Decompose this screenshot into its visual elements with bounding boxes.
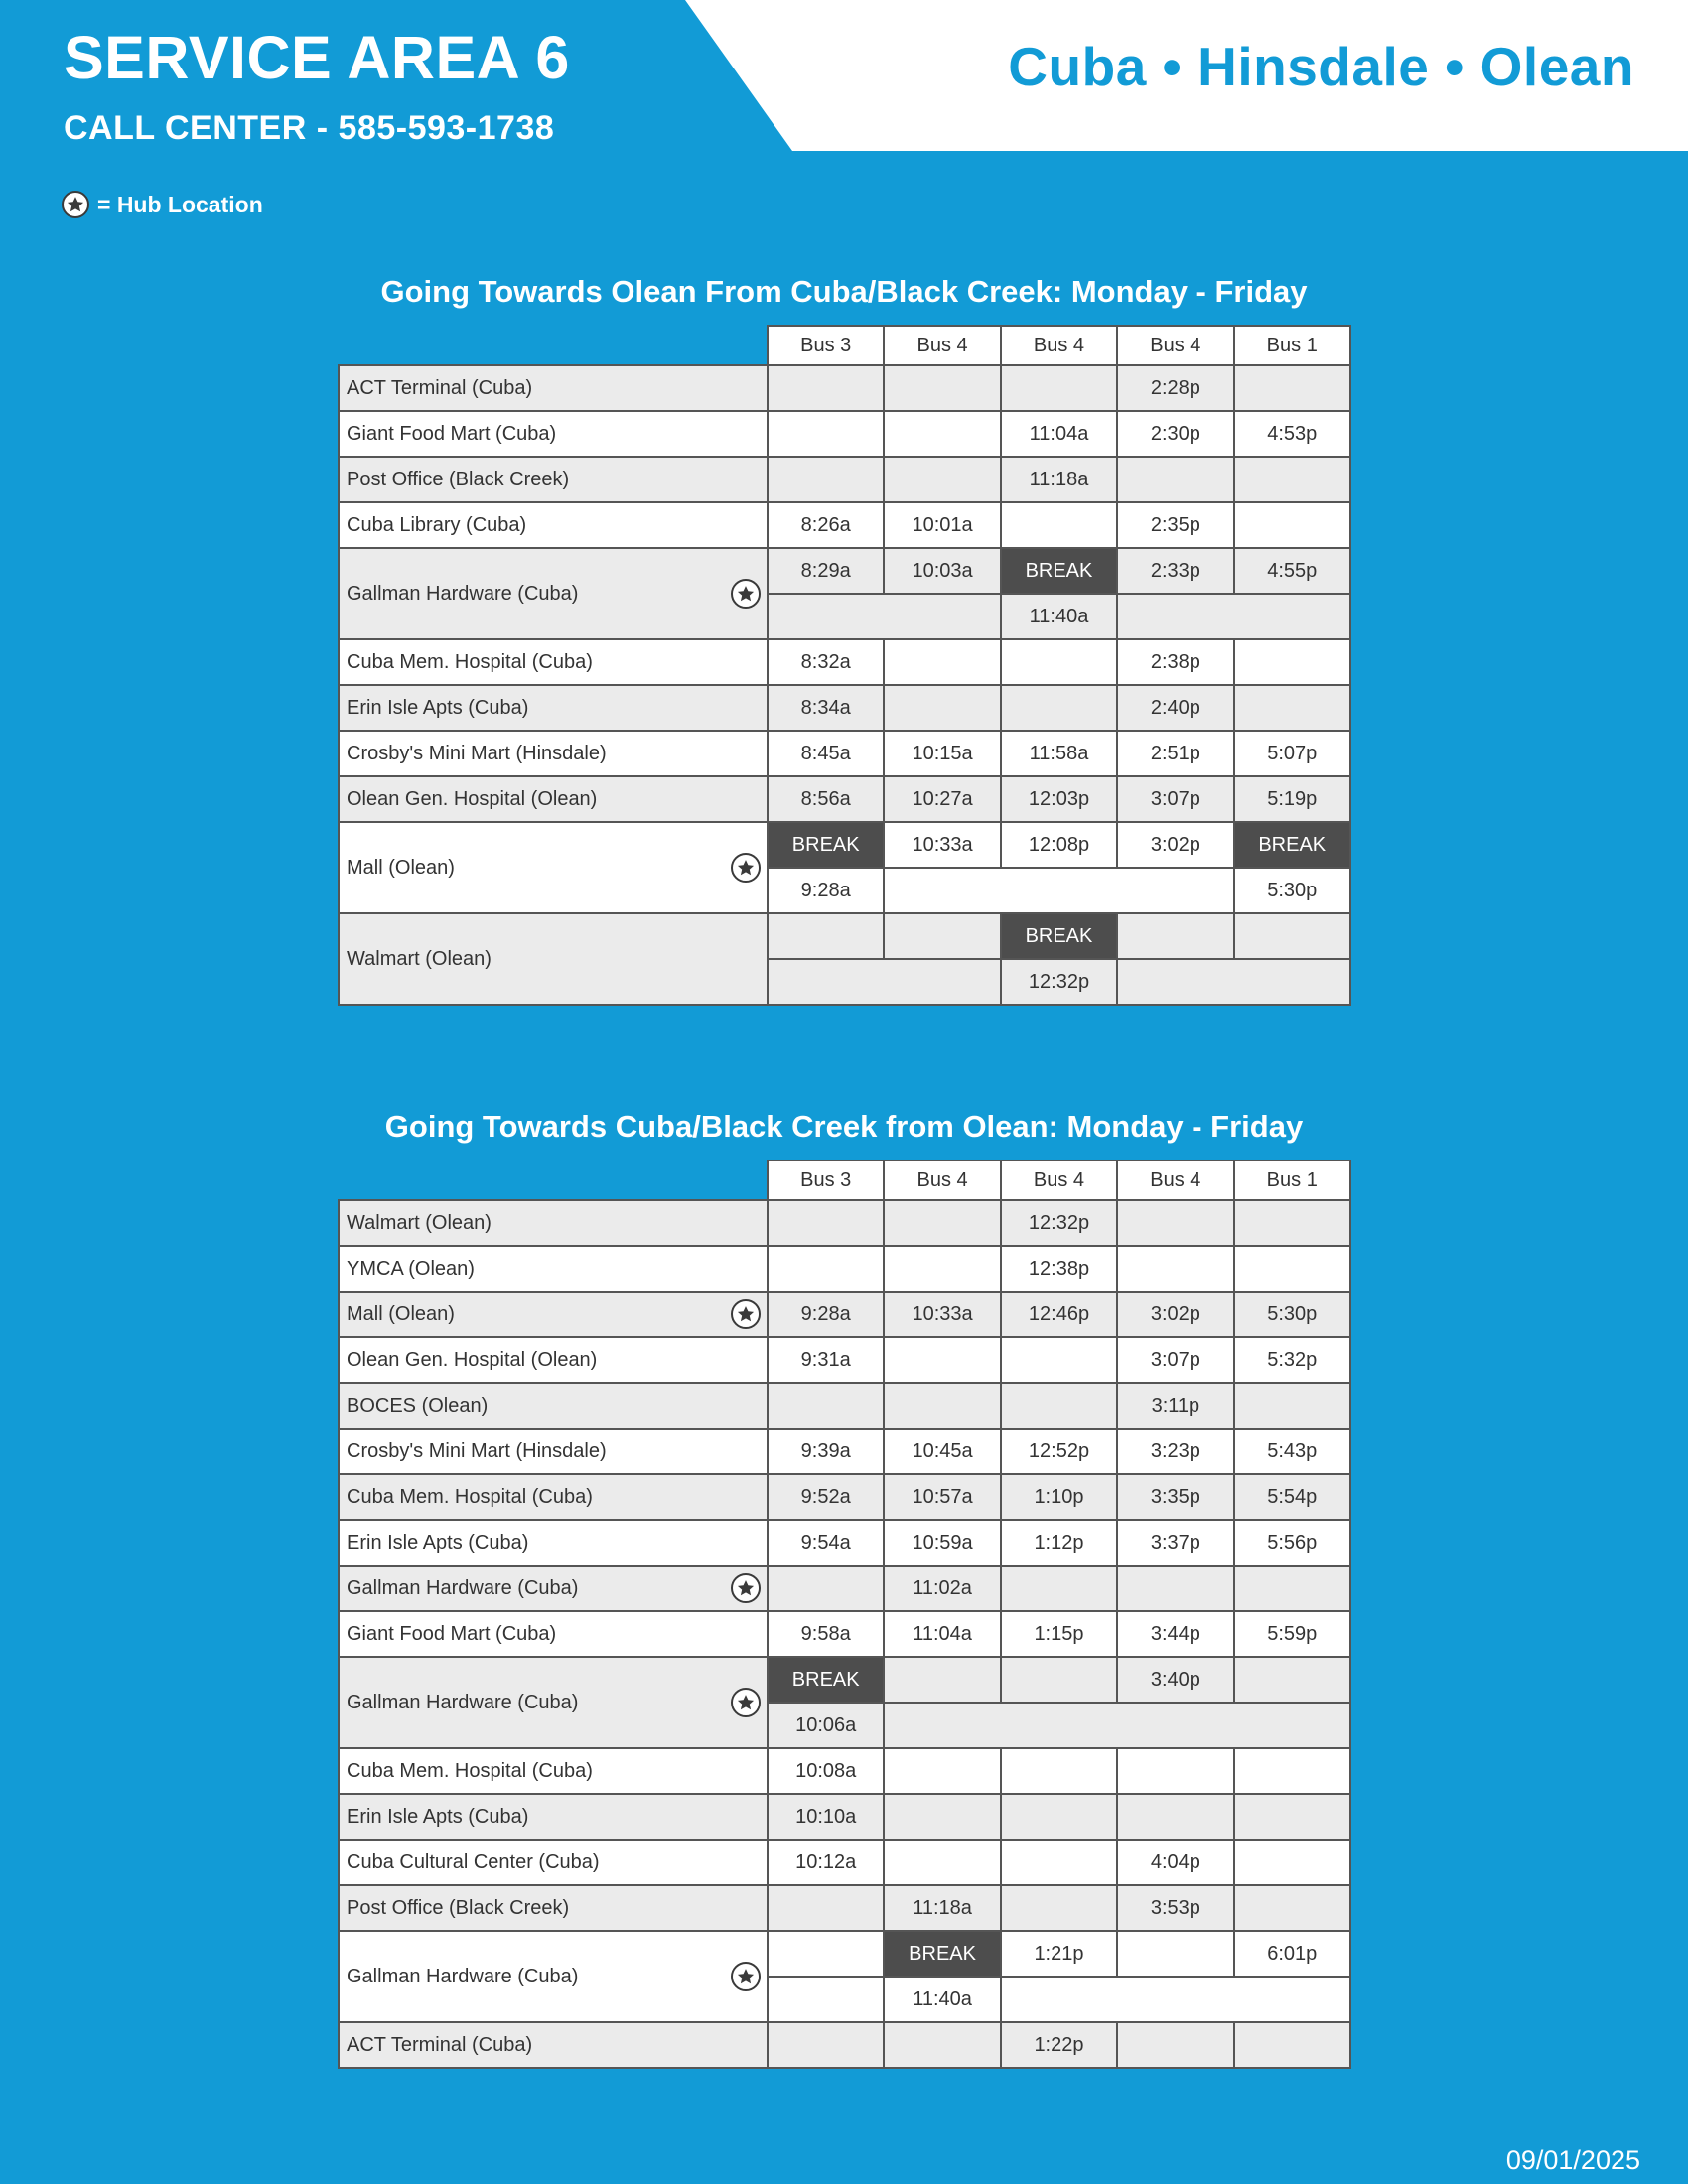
time-cell <box>1117 913 1233 959</box>
time-cell: 5:07p <box>1234 731 1350 776</box>
time-cell <box>1001 639 1117 685</box>
time-cell <box>768 365 884 411</box>
time-cell: 11:58a <box>1001 731 1117 776</box>
table-row <box>339 639 1350 685</box>
time-cell: 10:15a <box>884 731 1000 776</box>
table-row <box>339 1931 1350 1977</box>
time-cell: 10:45a <box>884 1429 1000 1474</box>
time-cell <box>1001 1657 1117 1703</box>
stop-name: Gallman Hardware (Cuba) <box>347 582 579 605</box>
stop-name: Erin Isle Apts (Cuba) <box>339 685 768 731</box>
stop-name: Cuba Library (Cuba) <box>339 502 768 548</box>
time-cell: 8:56a <box>768 776 884 822</box>
stop-name: Gallman Hardware (Cuba) <box>347 1576 579 1599</box>
table-row <box>339 731 1350 776</box>
bus-header: Bus 4 <box>1001 326 1117 365</box>
time-cell <box>1001 1840 1117 1885</box>
time-cell <box>1117 1931 1233 1977</box>
time-cell: 5:32p <box>1234 1337 1350 1383</box>
time-cell <box>884 1200 1000 1246</box>
time-cell: 12:32p <box>1001 1200 1117 1246</box>
break-cell: BREAK <box>768 822 884 868</box>
stop-name: Olean Gen. Hospital (Olean) <box>339 1337 768 1383</box>
hub-star-icon <box>731 1962 761 1991</box>
stop-name: Crosby's Mini Mart (Hinsdale) <box>339 1429 768 1474</box>
stop-name: Olean Gen. Hospital (Olean) <box>339 776 768 822</box>
time-cell <box>1001 685 1117 731</box>
time-cell <box>884 913 1000 959</box>
hub-legend-label: = Hub Location <box>97 191 263 217</box>
time-cell <box>884 639 1000 685</box>
time-cell <box>1234 1840 1350 1885</box>
stop-name: Giant Food Mart (Cuba) <box>339 411 768 457</box>
stop-name: Mall (Olean) <box>347 1302 455 1325</box>
time-cell <box>1001 1885 1117 1931</box>
time-cell <box>768 411 884 457</box>
table-row <box>339 1566 1350 1611</box>
stop-name-hub <box>339 1292 768 1337</box>
time-cell: 2:35p <box>1117 502 1233 548</box>
time-cell: 2:33p <box>1117 548 1233 594</box>
time-cell: 12:32p <box>1001 959 1117 1005</box>
table-row <box>339 502 1350 548</box>
stop-name: Erin Isle Apts (Cuba) <box>339 1520 768 1566</box>
time-cell <box>884 868 1233 913</box>
time-cell: 3:07p <box>1117 1337 1233 1383</box>
time-cell <box>884 1748 1000 1794</box>
stop-name: Crosby's Mini Mart (Hinsdale) <box>339 731 768 776</box>
time-cell <box>884 1794 1000 1840</box>
time-cell <box>768 959 1001 1005</box>
time-cell <box>768 594 1001 639</box>
time-cell <box>1234 639 1350 685</box>
time-cell <box>884 685 1000 731</box>
time-cell <box>1234 1885 1350 1931</box>
time-cell <box>1234 1566 1350 1611</box>
time-cell: 3:02p <box>1117 1292 1233 1337</box>
time-cell <box>1117 1200 1233 1246</box>
time-cell: 3:44p <box>1117 1611 1233 1657</box>
stop-name-hub <box>339 1566 768 1611</box>
time-cell <box>1117 1748 1233 1794</box>
stop-name-hub <box>339 1931 768 2022</box>
call-center-line <box>64 111 554 145</box>
time-cell <box>1001 1383 1117 1429</box>
table-row <box>339 2022 1350 2068</box>
hub-star-icon <box>731 1299 761 1329</box>
time-cell: 9:54a <box>768 1520 884 1566</box>
bus-header: Bus 1 <box>1234 1160 1350 1200</box>
time-cell <box>1234 1200 1350 1246</box>
time-cell: 1:22p <box>1001 2022 1117 2068</box>
time-cell: 3:35p <box>1117 1474 1233 1520</box>
call-center-phone[interactable]: 585-593-1738 <box>338 109 555 147</box>
stop-name-hub <box>339 1657 768 1748</box>
time-cell: 1:10p <box>1001 1474 1117 1520</box>
time-cell <box>1117 594 1350 639</box>
time-cell: 9:31a <box>768 1337 884 1383</box>
time-cell <box>884 1657 1000 1703</box>
time-cell: 8:34a <box>768 685 884 731</box>
table-row <box>339 1748 1350 1794</box>
time-cell: 6:01p <box>1234 1931 1350 1977</box>
stop-name: ACT Terminal (Cuba) <box>339 2022 768 2068</box>
stop-name: Gallman Hardware (Cuba) <box>347 1965 579 1987</box>
time-cell: 11:02a <box>884 1566 1000 1611</box>
time-cell <box>768 1566 884 1611</box>
table-row <box>339 1657 1350 1703</box>
time-cell <box>884 411 1000 457</box>
time-cell: 10:06a <box>768 1703 884 1748</box>
table-row <box>339 1840 1350 1885</box>
table-row <box>339 1474 1350 1520</box>
time-cell <box>1117 457 1233 502</box>
stop-name-hub <box>339 822 768 913</box>
time-cell <box>884 1383 1000 1429</box>
time-cell <box>1117 1246 1233 1292</box>
stop-name: Walmart (Olean) <box>339 913 768 1005</box>
time-cell: 8:29a <box>768 548 884 594</box>
time-cell <box>1234 1246 1350 1292</box>
time-cell <box>1234 365 1350 411</box>
time-cell <box>1001 365 1117 411</box>
stop-name: Erin Isle Apts (Cuba) <box>339 1794 768 1840</box>
time-cell: 11:40a <box>884 1977 1000 2022</box>
time-cell <box>1117 959 1350 1005</box>
table-row <box>339 1429 1350 1474</box>
table-row <box>339 1794 1350 1840</box>
stop-name: Cuba Cultural Center (Cuba) <box>339 1840 768 1885</box>
table1-title: Going Towards Olean From Cuba/Black Creek: Monday - Friday <box>380 274 1308 309</box>
time-cell <box>1234 502 1350 548</box>
time-cell <box>768 1246 884 1292</box>
time-cell <box>1001 1748 1117 1794</box>
time-cell: 10:33a <box>884 1292 1000 1337</box>
time-cell <box>1234 913 1350 959</box>
time-cell: 10:33a <box>884 822 1000 868</box>
time-cell <box>1001 1794 1117 1840</box>
time-cell <box>768 1200 884 1246</box>
time-cell <box>884 365 1000 411</box>
service-area-title: SERVICE AREA 6 <box>64 24 570 91</box>
time-cell: 1:15p <box>1001 1611 1117 1657</box>
stop-name: Mall (Olean) <box>347 856 455 879</box>
bus-header: Bus 4 <box>1117 1160 1233 1200</box>
time-cell <box>884 1840 1000 1885</box>
stop-name: Cuba Mem. Hospital (Cuba) <box>339 639 768 685</box>
table-row <box>339 1200 1350 1246</box>
table-row <box>339 548 1350 594</box>
time-cell: 10:01a <box>884 502 1000 548</box>
bus-header: Bus 4 <box>884 326 1000 365</box>
time-cell <box>768 457 884 502</box>
bus-header: Bus 3 <box>768 1160 884 1200</box>
stop-name: Cuba Mem. Hospital (Cuba) <box>339 1748 768 1794</box>
time-cell <box>768 1977 884 2022</box>
time-cell <box>1234 1794 1350 1840</box>
time-cell: 3:40p <box>1117 1657 1233 1703</box>
break-cell: BREAK <box>1234 822 1350 868</box>
time-cell: 5:30p <box>1234 1292 1350 1337</box>
time-cell: 2:51p <box>1117 731 1233 776</box>
cuba-bound-schedule <box>338 1160 1351 2069</box>
time-cell <box>884 457 1000 502</box>
time-cell: 12:46p <box>1001 1292 1117 1337</box>
hub-star-icon <box>731 853 761 883</box>
time-cell: 11:18a <box>1001 457 1117 502</box>
stop-name: BOCES (Olean) <box>339 1383 768 1429</box>
time-cell <box>884 1337 1000 1383</box>
table-row <box>339 1885 1350 1931</box>
time-cell: 5:19p <box>1234 776 1350 822</box>
time-cell <box>1117 1794 1233 1840</box>
table-row <box>339 913 1350 959</box>
time-cell: 10:03a <box>884 548 1000 594</box>
time-cell: 9:39a <box>768 1429 884 1474</box>
time-cell: 9:58a <box>768 1611 884 1657</box>
time-cell <box>1001 502 1117 548</box>
time-cell <box>1234 685 1350 731</box>
break-cell: BREAK <box>1001 548 1117 594</box>
time-cell: 5:43p <box>1234 1429 1350 1474</box>
hub-star-icon <box>731 1688 761 1717</box>
time-cell <box>1234 1657 1350 1703</box>
time-cell: 12:52p <box>1001 1429 1117 1474</box>
time-cell: 2:28p <box>1117 365 1233 411</box>
time-cell: 5:59p <box>1234 1611 1350 1657</box>
stop-name: Post Office (Black Creek) <box>339 457 768 502</box>
time-cell <box>1234 457 1350 502</box>
stop-name: Post Office (Black Creek) <box>339 1885 768 1931</box>
time-cell <box>884 2022 1000 2068</box>
time-cell: 10:57a <box>884 1474 1000 1520</box>
olean-bound-schedule <box>338 325 1351 1006</box>
time-cell <box>1001 1977 1350 2022</box>
effective-date: 09/01/2025 <box>1505 2145 1640 2175</box>
time-cell: 9:28a <box>768 1292 884 1337</box>
stop-name: YMCA (Olean) <box>339 1246 768 1292</box>
table-row <box>339 1292 1350 1337</box>
time-cell: 3:53p <box>1117 1885 1233 1931</box>
time-cell: 8:32a <box>768 639 884 685</box>
stop-name: Cuba Mem. Hospital (Cuba) <box>339 1474 768 1520</box>
bus-header: Bus 4 <box>1001 1160 1117 1200</box>
time-cell: 5:54p <box>1234 1474 1350 1520</box>
time-cell: 10:12a <box>768 1840 884 1885</box>
time-cell <box>1234 2022 1350 2068</box>
table-row <box>339 1246 1350 1292</box>
table-row <box>339 1611 1350 1657</box>
table-row <box>339 1520 1350 1566</box>
towns-heading: Cuba • Hinsdale • Olean <box>1008 36 1634 97</box>
time-cell: 5:30p <box>1234 868 1350 913</box>
star-icon <box>62 191 89 218</box>
table-row <box>339 1337 1350 1383</box>
time-cell: 11:18a <box>884 1885 1000 1931</box>
time-cell <box>768 913 884 959</box>
break-cell: BREAK <box>1001 913 1117 959</box>
time-cell: 10:08a <box>768 1748 884 1794</box>
time-cell: 3:07p <box>1117 776 1233 822</box>
stop-name: Gallman Hardware (Cuba) <box>347 1691 579 1713</box>
table2-title: Going Towards Cuba/Black Creek from Olean: Monday - Friday <box>384 1109 1304 1144</box>
bus-header: Bus 4 <box>1117 326 1233 365</box>
time-cell <box>1001 1337 1117 1383</box>
bus-header: Bus 3 <box>768 326 884 365</box>
stop-name: ACT Terminal (Cuba) <box>339 365 768 411</box>
table-row <box>339 685 1350 731</box>
time-cell: 3:37p <box>1117 1520 1233 1566</box>
time-cell: 2:30p <box>1117 411 1233 457</box>
table-row <box>339 411 1350 457</box>
time-cell: 4:53p <box>1234 411 1350 457</box>
time-cell: 9:28a <box>768 868 884 913</box>
bus-header: Bus 1 <box>1234 326 1350 365</box>
call-center-label: CALL CENTER - <box>64 109 329 147</box>
header-blank <box>339 1160 768 1200</box>
break-cell: BREAK <box>884 1931 1000 1977</box>
bus-header: Bus 4 <box>884 1160 1000 1200</box>
time-cell: 12:08p <box>1001 822 1117 868</box>
time-cell <box>884 1246 1000 1292</box>
time-cell <box>884 1703 1350 1748</box>
time-cell: 10:59a <box>884 1520 1000 1566</box>
break-cell: BREAK <box>768 1657 884 1703</box>
time-cell <box>768 2022 884 2068</box>
table-row <box>339 457 1350 502</box>
time-cell: 11:04a <box>884 1611 1000 1657</box>
time-cell: 5:56p <box>1234 1520 1350 1566</box>
table-row <box>339 365 1350 411</box>
time-cell: 3:23p <box>1117 1429 1233 1474</box>
time-cell: 4:04p <box>1117 1840 1233 1885</box>
time-cell: 11:04a <box>1001 411 1117 457</box>
header-blank <box>339 326 768 365</box>
time-cell <box>1117 1566 1233 1611</box>
time-cell: 8:26a <box>768 502 884 548</box>
stop-name-hub <box>339 548 768 639</box>
time-cell: 8:45a <box>768 731 884 776</box>
stop-name: Giant Food Mart (Cuba) <box>339 1611 768 1657</box>
stop-name: Walmart (Olean) <box>339 1200 768 1246</box>
hub-star-icon <box>731 1573 761 1603</box>
hub-star-icon <box>731 579 761 609</box>
time-cell: 10:27a <box>884 776 1000 822</box>
time-cell: 3:02p <box>1117 822 1233 868</box>
time-cell <box>768 1885 884 1931</box>
time-cell <box>1117 2022 1233 2068</box>
time-cell: 3:11p <box>1117 1383 1233 1429</box>
table-row <box>339 822 1350 868</box>
time-cell <box>1234 1748 1350 1794</box>
time-cell <box>768 1383 884 1429</box>
time-cell: 2:38p <box>1117 639 1233 685</box>
time-cell: 1:12p <box>1001 1520 1117 1566</box>
time-cell: 12:38p <box>1001 1246 1117 1292</box>
time-cell <box>1001 1566 1117 1611</box>
time-cell: 11:40a <box>1001 594 1117 639</box>
table-row <box>339 1383 1350 1429</box>
time-cell: 4:55p <box>1234 548 1350 594</box>
time-cell: 2:40p <box>1117 685 1233 731</box>
time-cell <box>768 1931 884 1977</box>
time-cell <box>1234 1383 1350 1429</box>
table-row <box>339 776 1350 822</box>
time-cell: 1:21p <box>1001 1931 1117 1977</box>
time-cell: 12:03p <box>1001 776 1117 822</box>
time-cell: 9:52a <box>768 1474 884 1520</box>
hub-legend <box>62 191 263 218</box>
time-cell: 10:10a <box>768 1794 884 1840</box>
